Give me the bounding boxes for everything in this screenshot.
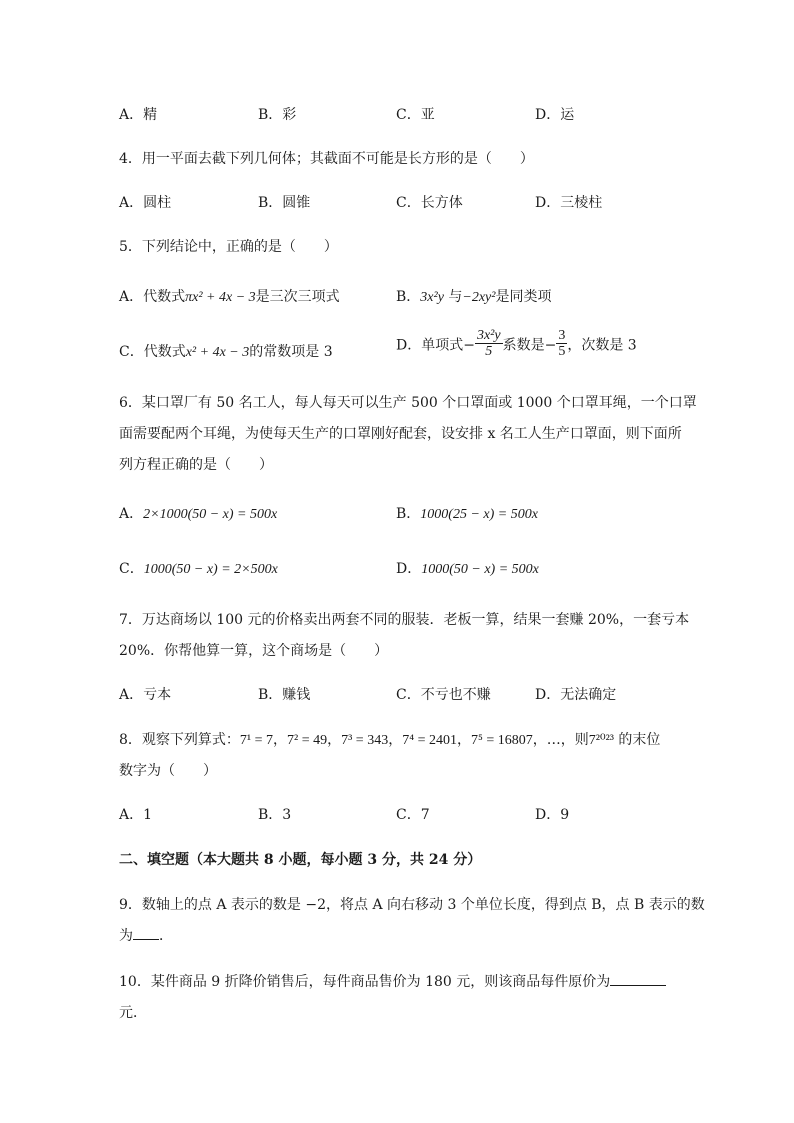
q9-line-2 [119, 925, 173, 945]
q6-option-c [119, 558, 278, 578]
q5-b-mid: 与 [443, 289, 463, 305]
q9-line-1: 9．数轴上的点 A 表示的数是 −2，将点 A 向右移动 3 个单位长度，得到点 B，点 B 表示的数 [119, 897, 705, 913]
q5-d-fraction-numerator: 3x²y [476, 328, 501, 343]
q6-c-label: C． [119, 561, 144, 577]
q4-option-c: C．长方体 [396, 195, 463, 211]
q5-d-suffix: ，次数是 3 [567, 337, 637, 354]
q10-line-2: 元． [119, 1005, 147, 1021]
q7-option-d: D．无法确定 [535, 687, 617, 703]
q7-option-c: C．不亏也不赚 [396, 687, 491, 703]
q8-power-2: 7² = 49 [287, 733, 328, 748]
q5-option-c [119, 341, 333, 361]
q6-d-label: D． [396, 561, 422, 577]
q8-prefix: 8．观察下列算式： [119, 732, 240, 748]
q8-power-3: 7³ = 343 [341, 733, 389, 748]
q7-line-1: 7．万达商场以 100 元的价格卖出两套不同的服装．老板一算，结果一套赚 20%，一套亏本 [119, 612, 690, 628]
q10-line-1 [119, 971, 666, 991]
q5-a-prefix: A．代数式 [119, 289, 186, 305]
q3-option-c: C．亚 [396, 107, 435, 123]
q8-option-b: B．3 [258, 807, 292, 823]
q5-d-fraction2-denominator: 5 [558, 344, 566, 359]
q9-answer-blank[interactable] [133, 939, 159, 940]
q8-power-4: 7⁴ = 2401 [402, 733, 457, 748]
q8-target-power: 7²⁰²³ [588, 733, 614, 748]
q5-option-d [396, 330, 637, 361]
q5-d-fraction-denominator: 5 [485, 344, 493, 359]
q10-stem: 10．某件商品 9 折降价销售后，每件商品售价为 180 元，则该商品每件原价为 [119, 974, 611, 990]
q5-option-a [119, 286, 340, 306]
q9-prefix: 为 [119, 928, 133, 944]
q8-option-d: D．9 [535, 807, 570, 823]
q4-option-d: D．三棱柱 [535, 195, 603, 211]
q3-option-a: A．精 [119, 107, 158, 123]
q6-a-label: A． [119, 506, 144, 522]
q10-answer-blank[interactable] [610, 985, 666, 986]
section-2-heading: 二、填空题（本大题共 8 小题，每小题 3 分，共 24 分） [119, 852, 482, 868]
q6-option-a [119, 503, 277, 523]
q4-stem: 4．用一平面去截下列几何体；其截面不可能是长方形的是（ ） [119, 151, 534, 167]
q8-line-2: 数字为（ ） [119, 763, 217, 779]
q8-suffix: 的末位 [613, 732, 661, 748]
q7-option-b: B．赚钱 [258, 687, 311, 703]
q5-d-fraction2 [556, 328, 567, 359]
q6-b-equation: 1000(25 − x) = 500x [420, 507, 538, 522]
q6-b-label: B． [396, 506, 421, 522]
q6-line-1: 6．某口罩厂有 50 名工人，每人每天可以生产 500 个口罩面或 1000 个口罩耳绳，一个口罩 [119, 395, 697, 411]
q6-a-equation: 2×1000(50 − x) = 500x [143, 507, 278, 522]
q6-line-3: 列方程正确的是（ ） [119, 457, 273, 473]
q5-option-b [396, 286, 551, 306]
q5-c-expression: x² + 4x − 3 [185, 345, 250, 360]
q8-option-a: A．1 [119, 807, 153, 823]
q7-option-a: A．亏本 [119, 687, 172, 703]
q6-line-2: 面需要配两个耳绳，为使每天生产的口罩刚好配套，设安排 x 名工人生产口罩面，则下面所 [119, 426, 682, 442]
q8-power-5: 7⁵ = 16807 [470, 733, 533, 748]
q4-option-a: A．圆柱 [119, 195, 172, 211]
q8-ellipsis: …，则 [546, 732, 589, 748]
q5-a-expression: πx² + 4x − 3 [185, 290, 256, 305]
q3-option-b: B．彩 [258, 107, 297, 123]
q5-b-term1: 3x²y [420, 290, 444, 305]
q6-option-b [396, 503, 538, 523]
q5-a-suffix: 是三次三项式 [255, 289, 340, 305]
q5-b-prefix: B． [396, 289, 421, 305]
q8-option-c: C．7 [396, 807, 430, 823]
q5-d-prefix: D．单项式− [396, 337, 475, 354]
q8-line-1: 8．观察下列算式：7¹ = 7，7² = 49，7³ = 343，7⁴ = 2401，7⁵ = 16807，…，则7²⁰²³ 的末位 [119, 732, 661, 748]
q6-d-equation: 1000(50 − x) = 500x [421, 562, 539, 577]
q6-option-d [396, 558, 539, 578]
q5-c-prefix: C．代数式 [119, 344, 186, 360]
q5-c-suffix: 的常数项是 3 [249, 344, 333, 360]
q5-b-term2: −2xy² [462, 290, 496, 305]
q5-stem: 5．下列结论中，正确的是（ ） [119, 239, 338, 255]
q8-power-1: 7¹ = 7 [239, 733, 274, 748]
q3-option-d: D．运 [535, 107, 575, 123]
q5-b-suffix: 是同类项 [495, 289, 552, 305]
q5-d-fraction [475, 328, 503, 359]
q5-d-fraction2-numerator: 3 [558, 328, 566, 343]
q5-d-mid: 系数是− [502, 337, 557, 354]
q7-line-2: 20%．你帮他算一算，这个商场是（ ） [119, 643, 389, 659]
q6-c-equation: 1000(50 − x) = 2×500x [143, 562, 278, 577]
q9-suffix: ． [159, 928, 173, 944]
q4-option-b: B．圆锥 [258, 195, 311, 211]
